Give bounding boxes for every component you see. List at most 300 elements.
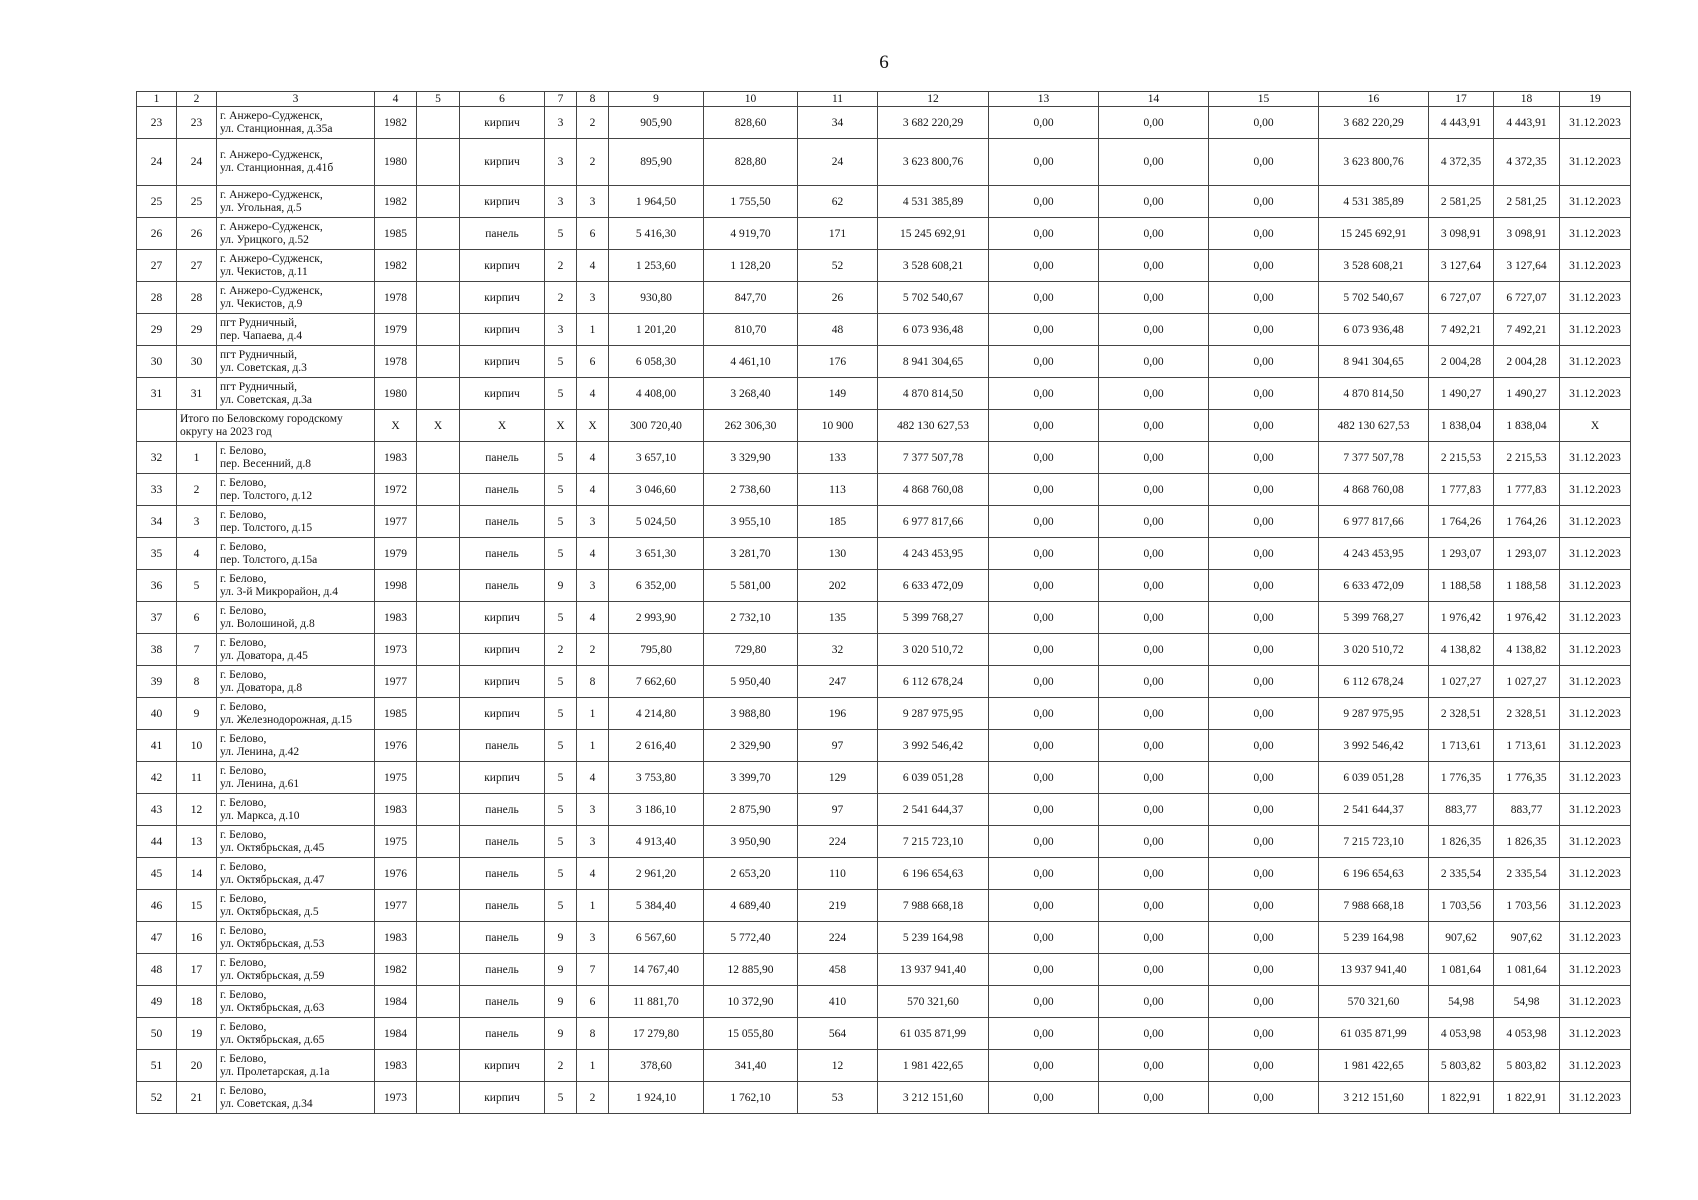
table-cell: 30 xyxy=(177,346,217,378)
table-cell: 6 633 472,09 xyxy=(878,570,989,602)
table-cell: 1972 xyxy=(375,474,417,506)
table-row xyxy=(137,602,1631,634)
address-cell: г. Анжеро-Судженск, ул. Чекистов, д.9 xyxy=(217,282,375,314)
table-cell: 49 xyxy=(137,986,177,1018)
column-number: 14 xyxy=(1099,92,1209,107)
table-cell: 54,98 xyxy=(1494,986,1560,1018)
address-cell: г. Белово, ул. Октябрьская, д.63 xyxy=(217,986,375,1018)
address-cell: г. Белово, ул. Октябрьская, д.45 xyxy=(217,826,375,858)
table-cell: 2 xyxy=(545,282,577,314)
table-cell: 5 xyxy=(545,474,577,506)
table-cell: 1 762,10 xyxy=(704,1082,798,1114)
table-cell: 0,00 xyxy=(1099,858,1209,890)
table-cell: 25 xyxy=(137,186,177,218)
table-cell: 7 xyxy=(577,954,609,986)
table-cell: 262 306,30 xyxy=(704,410,798,442)
table-cell: 1 755,50 xyxy=(704,186,798,218)
table-cell: 48 xyxy=(798,314,878,346)
table-cell: 10 xyxy=(177,730,217,762)
table-cell: 3 127,64 xyxy=(1494,250,1560,282)
table-cell: 9 xyxy=(545,954,577,986)
table-cell xyxy=(417,107,460,139)
table-cell: 26 xyxy=(137,218,177,250)
column-number: 6 xyxy=(460,92,545,107)
column-number: 8 xyxy=(577,92,609,107)
table-cell: 202 xyxy=(798,570,878,602)
table-cell: 2 328,51 xyxy=(1429,698,1494,730)
table-cell: 3 046,60 xyxy=(609,474,704,506)
table-cell: 1 xyxy=(577,730,609,762)
table-cell: 50 xyxy=(137,1018,177,1050)
table-cell: панель xyxy=(460,218,545,250)
table-cell: 31.12.2023 xyxy=(1560,218,1631,250)
table-cell: 2 335,54 xyxy=(1494,858,1560,890)
column-number: 16 xyxy=(1319,92,1429,107)
table-cell: 883,77 xyxy=(1494,794,1560,826)
column-number: 15 xyxy=(1209,92,1319,107)
table-cell: 5 xyxy=(545,826,577,858)
table-cell: 6 xyxy=(177,602,217,634)
table-cell: 3 753,80 xyxy=(609,762,704,794)
table-cell: 6 196 654,63 xyxy=(878,858,989,890)
table-cell: 31.12.2023 xyxy=(1560,602,1631,634)
table-cell: 0,00 xyxy=(1099,922,1209,954)
table-cell: 1 777,83 xyxy=(1494,474,1560,506)
table-cell: 1 xyxy=(577,1050,609,1082)
table-cell: 42 xyxy=(137,762,177,794)
table-cell: 31.12.2023 xyxy=(1560,954,1631,986)
table-row xyxy=(137,282,1631,314)
table-cell: 31.12.2023 xyxy=(1560,858,1631,890)
table-cell: панель xyxy=(460,570,545,602)
table-cell: 1 981 422,65 xyxy=(1319,1050,1429,1082)
table-cell: 3 682 220,29 xyxy=(878,107,989,139)
table-cell: 341,40 xyxy=(704,1050,798,1082)
table-cell: 0,00 xyxy=(1099,378,1209,410)
address-cell: г. Белово, ул. Пролетарская, д.1а xyxy=(217,1050,375,1082)
table-cell: 5 xyxy=(545,506,577,538)
table-cell: 8 xyxy=(577,1018,609,1050)
table-cell: 35 xyxy=(137,538,177,570)
table-cell: 4 xyxy=(577,250,609,282)
table-cell xyxy=(417,730,460,762)
table-cell: 6 727,07 xyxy=(1494,282,1560,314)
table-cell: 4 868 760,08 xyxy=(1319,474,1429,506)
table-cell: 52 xyxy=(798,250,878,282)
table-cell: 31.12.2023 xyxy=(1560,922,1631,954)
table-cell: 54,98 xyxy=(1429,986,1494,1018)
address-cell: г. Белово, ул. Железнодорожная, д.15 xyxy=(217,698,375,730)
table-cell: 5 384,40 xyxy=(609,890,704,922)
table-cell: 0,00 xyxy=(1099,250,1209,282)
table-cell: 17 xyxy=(177,954,217,986)
table-cell: X xyxy=(545,410,577,442)
table-cell: 1983 xyxy=(375,922,417,954)
table-cell: 1982 xyxy=(375,186,417,218)
table-cell: 0,00 xyxy=(989,139,1099,186)
table-cell: 0,00 xyxy=(1099,506,1209,538)
table-cell: 0,00 xyxy=(1099,954,1209,986)
table-cell: панель xyxy=(460,794,545,826)
table-cell: кирпич xyxy=(460,250,545,282)
table-cell: 9 287 975,95 xyxy=(1319,698,1429,730)
table-cell: 9 xyxy=(545,986,577,1018)
table-cell: 2 653,20 xyxy=(704,858,798,890)
table-cell: 31.12.2023 xyxy=(1560,634,1631,666)
table-cell: кирпич xyxy=(460,1050,545,1082)
table-cell: 7 662,60 xyxy=(609,666,704,698)
table-row xyxy=(137,762,1631,794)
table-cell: 31.12.2023 xyxy=(1560,1082,1631,1114)
table-cell: 0,00 xyxy=(1099,538,1209,570)
table-row xyxy=(137,139,1631,186)
table-cell: 883,77 xyxy=(1429,794,1494,826)
table-cell: 3 992 546,42 xyxy=(1319,730,1429,762)
address-cell: г. Белово, ул. Доватора, д.45 xyxy=(217,634,375,666)
address-cell: пгт Рудничный, ул. Советская, д.3 xyxy=(217,346,375,378)
table-cell: 4 xyxy=(577,602,609,634)
table-cell: 31.12.2023 xyxy=(1560,538,1631,570)
table-row xyxy=(137,890,1631,922)
table-cell: 0,00 xyxy=(1209,474,1319,506)
table-cell: 0,00 xyxy=(1209,922,1319,954)
table-cell: 31.12.2023 xyxy=(1560,186,1631,218)
table-cell: 1 703,56 xyxy=(1429,890,1494,922)
table-cell: 13 xyxy=(177,826,217,858)
table-cell: 1 777,83 xyxy=(1429,474,1494,506)
table-cell: 1 822,91 xyxy=(1429,1082,1494,1114)
table-cell: 3 623 800,76 xyxy=(878,139,989,186)
table-cell: 0,00 xyxy=(1209,282,1319,314)
table-cell: 0,00 xyxy=(989,442,1099,474)
table-cell: 48 xyxy=(137,954,177,986)
address-cell: г. Белово, пер. Толстого, д.12 xyxy=(217,474,375,506)
table-cell: 1976 xyxy=(375,858,417,890)
address-cell: г. Белово, ул. Октябрьская, д.65 xyxy=(217,1018,375,1050)
address-cell: г. Белово, ул. Ленина, д.61 xyxy=(217,762,375,794)
table-cell: 0,00 xyxy=(989,378,1099,410)
table-cell: 2 541 644,37 xyxy=(878,794,989,826)
table-cell: 149 xyxy=(798,378,878,410)
table-cell: 2 xyxy=(577,107,609,139)
table-cell: 3 268,40 xyxy=(704,378,798,410)
table-cell: 0,00 xyxy=(989,858,1099,890)
table-cell: 1982 xyxy=(375,954,417,986)
table-cell: 39 xyxy=(137,666,177,698)
table-cell: 6 xyxy=(577,986,609,1018)
table-cell: 3 955,10 xyxy=(704,506,798,538)
table-cell: 3 950,90 xyxy=(704,826,798,858)
table-row xyxy=(137,538,1631,570)
table-cell: 2 335,54 xyxy=(1429,858,1494,890)
address-cell: г. Анжеро-Судженск, ул. Чекистов, д.11 xyxy=(217,250,375,282)
table-cell: кирпич xyxy=(460,1082,545,1114)
table-cell: 12 xyxy=(798,1050,878,1082)
table-cell: 0,00 xyxy=(1099,346,1209,378)
address-cell: г. Анжеро-Судженск, ул. Урицкого, д.52 xyxy=(217,218,375,250)
table-cell: 24 xyxy=(177,139,217,186)
table-cell: 0,00 xyxy=(1209,378,1319,410)
table-cell: 0,00 xyxy=(1209,1050,1319,1082)
column-number: 2 xyxy=(177,92,217,107)
table-cell: 5 xyxy=(545,762,577,794)
table-cell: 0,00 xyxy=(1099,474,1209,506)
table-cell: 0,00 xyxy=(989,346,1099,378)
table-cell: 1 764,26 xyxy=(1429,506,1494,538)
table-cell: 4 461,10 xyxy=(704,346,798,378)
table-cell: 2 616,40 xyxy=(609,730,704,762)
table-cell: 5 803,82 xyxy=(1429,1050,1494,1082)
table-cell: 1973 xyxy=(375,1082,417,1114)
table-cell: 224 xyxy=(798,826,878,858)
table-cell: 28 xyxy=(177,282,217,314)
table-cell: панель xyxy=(460,474,545,506)
table-cell: 570 321,60 xyxy=(1319,986,1429,1018)
table-cell: 30 xyxy=(137,346,177,378)
table-cell xyxy=(417,634,460,666)
table-cell: 196 xyxy=(798,698,878,730)
table-cell: 17 279,80 xyxy=(609,1018,704,1050)
table-cell: 0,00 xyxy=(1209,1082,1319,1114)
column-number: 12 xyxy=(878,92,989,107)
table-cell: 34 xyxy=(798,107,878,139)
table-cell: 1984 xyxy=(375,986,417,1018)
table-row xyxy=(137,666,1631,698)
table-cell: 4 xyxy=(177,538,217,570)
table-cell: 6 977 817,66 xyxy=(878,506,989,538)
table-cell: 4 408,00 xyxy=(609,378,704,410)
table-cell: 16 xyxy=(177,922,217,954)
table-cell: 3 988,80 xyxy=(704,698,798,730)
table-cell: 12 885,90 xyxy=(704,954,798,986)
table-cell xyxy=(417,858,460,890)
table-cell: 3 329,90 xyxy=(704,442,798,474)
table-cell: 3 098,91 xyxy=(1429,218,1494,250)
table-cell: 61 035 871,99 xyxy=(1319,1018,1429,1050)
table-cell: 26 xyxy=(177,218,217,250)
table-cell: 0,00 xyxy=(989,954,1099,986)
column-number: 18 xyxy=(1494,92,1560,107)
table-cell: 3 xyxy=(577,570,609,602)
table-cell: 23 xyxy=(137,107,177,139)
total-label: Итого по Беловскому городскому округу на 2023 год xyxy=(177,410,375,442)
table-cell: 5 702 540,67 xyxy=(878,282,989,314)
table-cell: 4 919,70 xyxy=(704,218,798,250)
table-cell: 0,00 xyxy=(1209,954,1319,986)
table-cell: 5 416,30 xyxy=(609,218,704,250)
table-cell: 20 xyxy=(177,1050,217,1082)
table-cell: 0,00 xyxy=(989,762,1099,794)
table-cell: 6 058,30 xyxy=(609,346,704,378)
table-cell: 0,00 xyxy=(1099,1050,1209,1082)
table-cell: 458 xyxy=(798,954,878,986)
table-cell: 62 xyxy=(798,186,878,218)
table-cell: 0,00 xyxy=(1209,794,1319,826)
table-cell: 1983 xyxy=(375,602,417,634)
table-cell: 0,00 xyxy=(989,1082,1099,1114)
table-cell: 27 xyxy=(137,250,177,282)
table-cell: 0,00 xyxy=(1099,1018,1209,1050)
table-cell: 31.12.2023 xyxy=(1560,474,1631,506)
column-number: 11 xyxy=(798,92,878,107)
table-cell: 0,00 xyxy=(1099,602,1209,634)
table-cell: 847,70 xyxy=(704,282,798,314)
table-cell: 0,00 xyxy=(1099,139,1209,186)
table-cell: 31.12.2023 xyxy=(1560,698,1631,730)
table-cell: 0,00 xyxy=(989,107,1099,139)
table-cell: 31 xyxy=(137,378,177,410)
table-cell: 1 188,58 xyxy=(1494,570,1560,602)
table-cell: 5 239 164,98 xyxy=(1319,922,1429,954)
table-cell: 5 024,50 xyxy=(609,506,704,538)
table-cell: 4 243 453,95 xyxy=(1319,538,1429,570)
table-cell: 6 073 936,48 xyxy=(1319,314,1429,346)
table-cell: 6 xyxy=(577,346,609,378)
table-cell: 31.12.2023 xyxy=(1560,570,1631,602)
table-cell: 3 xyxy=(545,314,577,346)
table-cell xyxy=(417,282,460,314)
table-cell: 5 xyxy=(545,346,577,378)
column-number: 4 xyxy=(375,92,417,107)
table-cell: 1 128,20 xyxy=(704,250,798,282)
table-cell: 1 838,04 xyxy=(1429,410,1494,442)
table-cell: 7 215 723,10 xyxy=(1319,826,1429,858)
table-cell xyxy=(417,314,460,346)
table-cell: 31.12.2023 xyxy=(1560,346,1631,378)
table-cell: 97 xyxy=(798,730,878,762)
table-cell: 14 767,40 xyxy=(609,954,704,986)
table-cell: 1 981 422,65 xyxy=(878,1050,989,1082)
table-cell: 0,00 xyxy=(989,986,1099,1018)
address-cell: г. Белово, ул. Советская, д.34 xyxy=(217,1082,375,1114)
table-cell: 43 xyxy=(137,794,177,826)
table-cell: 0,00 xyxy=(1209,666,1319,698)
table-cell: 31 xyxy=(177,378,217,410)
table-cell: 24 xyxy=(798,139,878,186)
table-row xyxy=(137,954,1631,986)
table-cell: 0,00 xyxy=(1099,826,1209,858)
table-cell: 1 976,42 xyxy=(1494,602,1560,634)
table-cell: 6 196 654,63 xyxy=(1319,858,1429,890)
table-cell: 3 xyxy=(545,186,577,218)
table-cell: панель xyxy=(460,986,545,1018)
table-cell: 1 776,35 xyxy=(1494,762,1560,794)
table-cell: 11 881,70 xyxy=(609,986,704,1018)
table-cell: 1 xyxy=(577,314,609,346)
table-cell: 4 138,82 xyxy=(1494,634,1560,666)
table-cell: 1 253,60 xyxy=(609,250,704,282)
table-cell: 1 xyxy=(577,890,609,922)
table-cell: 4 053,98 xyxy=(1429,1018,1494,1050)
table-cell: 1 713,61 xyxy=(1494,730,1560,762)
table-cell: 5 702 540,67 xyxy=(1319,282,1429,314)
table-cell: 9 287 975,95 xyxy=(878,698,989,730)
table-cell: 3 528 608,21 xyxy=(878,250,989,282)
table-cell xyxy=(417,186,460,218)
table-cell: 6 xyxy=(577,218,609,250)
table-cell: 570 321,60 xyxy=(878,986,989,1018)
table-cell: 4 531 385,89 xyxy=(1319,186,1429,218)
table-cell: 564 xyxy=(798,1018,878,1050)
table-cell: 2 xyxy=(577,1082,609,1114)
table-cell xyxy=(417,762,460,794)
table-cell: 46 xyxy=(137,890,177,922)
table-cell: 47 xyxy=(137,922,177,954)
table-cell: 0,00 xyxy=(1099,698,1209,730)
table-cell: 26 xyxy=(798,282,878,314)
table-cell: 7 377 507,78 xyxy=(878,442,989,474)
table-row xyxy=(137,314,1631,346)
table-cell: 0,00 xyxy=(1209,442,1319,474)
table-cell: 6 039 051,28 xyxy=(1319,762,1429,794)
table-cell: 5 399 768,27 xyxy=(878,602,989,634)
table-cell: 45 xyxy=(137,858,177,890)
table-cell: 810,70 xyxy=(704,314,798,346)
table-cell xyxy=(417,378,460,410)
table-cell: 219 xyxy=(798,890,878,922)
address-cell: г. Белово, ул. Ленина, д.42 xyxy=(217,730,375,762)
table-cell: 1 764,26 xyxy=(1494,506,1560,538)
table-cell: 0,00 xyxy=(989,890,1099,922)
table-cell: 3 xyxy=(577,282,609,314)
table-cell: панель xyxy=(460,826,545,858)
table-cell: 1 490,27 xyxy=(1494,378,1560,410)
table-cell: 37 xyxy=(137,602,177,634)
table-cell: панель xyxy=(460,954,545,986)
table-cell xyxy=(417,442,460,474)
table-cell: 25 xyxy=(177,186,217,218)
table-cell: кирпич xyxy=(460,634,545,666)
table-cell: 31.12.2023 xyxy=(1560,1050,1631,1082)
column-number: 7 xyxy=(545,92,577,107)
table-cell: 1 924,10 xyxy=(609,1082,704,1114)
table-cell: 0,00 xyxy=(989,250,1099,282)
table-cell: 0,00 xyxy=(1099,570,1209,602)
table-cell: 0,00 xyxy=(989,506,1099,538)
table-cell: 0,00 xyxy=(989,602,1099,634)
table-cell: 3 528 608,21 xyxy=(1319,250,1429,282)
table-cell: кирпич xyxy=(460,282,545,314)
table-row xyxy=(137,107,1631,139)
table-cell: 5 581,00 xyxy=(704,570,798,602)
table-cell: 5 xyxy=(177,570,217,602)
table-cell: 0,00 xyxy=(1209,570,1319,602)
table-cell: 0,00 xyxy=(989,794,1099,826)
total-row xyxy=(137,410,1631,442)
table-cell: 4 443,91 xyxy=(1429,107,1494,139)
table-cell: 2 xyxy=(545,1050,577,1082)
table-cell: 1 826,35 xyxy=(1429,826,1494,858)
table-cell: 0,00 xyxy=(989,570,1099,602)
table-cell: панель xyxy=(460,890,545,922)
table-cell: 8 xyxy=(577,666,609,698)
table-cell: 3 399,70 xyxy=(704,762,798,794)
table-cell: 2 215,53 xyxy=(1494,442,1560,474)
table-cell: 8 xyxy=(177,666,217,698)
table-cell: 1985 xyxy=(375,698,417,730)
table-cell: 23 xyxy=(177,107,217,139)
table-cell: 0,00 xyxy=(1099,218,1209,250)
table-cell xyxy=(417,890,460,922)
table-cell: 31.12.2023 xyxy=(1560,107,1631,139)
table-cell: 31.12.2023 xyxy=(1560,794,1631,826)
table-cell: 0,00 xyxy=(989,922,1099,954)
table-cell: 7 492,21 xyxy=(1429,314,1494,346)
table-cell: 1983 xyxy=(375,794,417,826)
table-cell: 5 xyxy=(545,730,577,762)
table-cell: 1 713,61 xyxy=(1429,730,1494,762)
table-cell: 1 776,35 xyxy=(1429,762,1494,794)
